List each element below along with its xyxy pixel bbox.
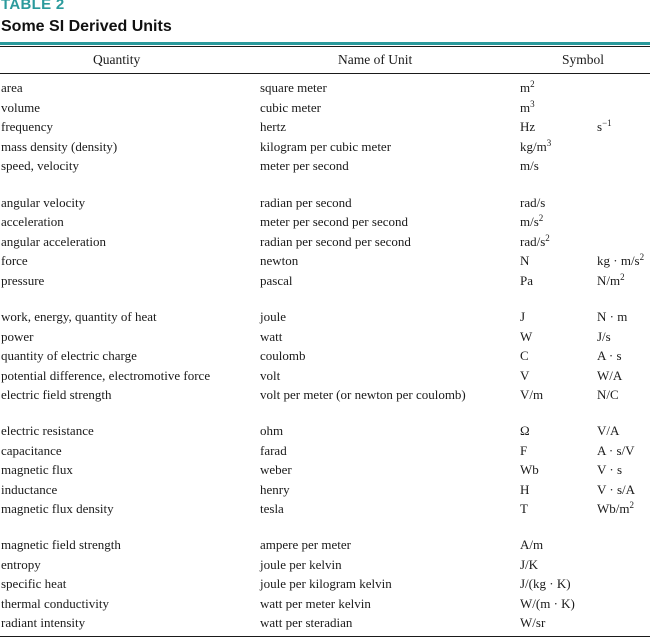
cell-symbol xyxy=(520,308,525,326)
table-bottom-rule xyxy=(0,636,650,637)
cell-symbol xyxy=(520,272,533,290)
table-title: Some SI Derived Units xyxy=(1,18,172,35)
cell-unit-name: farad xyxy=(260,443,287,458)
cell-quantity: magnetic flux density xyxy=(1,501,114,516)
cell-symbol xyxy=(520,422,530,440)
equivalent-text: V · s xyxy=(597,462,623,477)
table-row xyxy=(0,233,650,251)
symbol-text: J xyxy=(520,309,526,324)
cell-quantity: magnetic flux xyxy=(1,462,73,477)
equivalent-text: V · s/A xyxy=(597,482,636,497)
cell-unit-name: watt xyxy=(260,329,283,344)
cell-unit-name: radian per second xyxy=(260,195,352,210)
symbol-text: rad/s xyxy=(520,234,546,249)
cell-unit-name: volt per meter (or newton per coulomb) xyxy=(260,387,466,402)
symbol-text: A/m xyxy=(520,537,544,552)
cell-unit-name: kilogram per cubic meter xyxy=(260,139,392,154)
table-row xyxy=(0,556,650,574)
cell-unit-name: volt xyxy=(260,368,281,383)
cell-symbol xyxy=(520,233,550,251)
symbol-text: J/(kg · K) xyxy=(520,576,571,591)
cell-unit-name: hertz xyxy=(260,119,286,134)
equivalent-text: s xyxy=(597,119,603,134)
cell-equivalent xyxy=(597,461,622,479)
cell-equivalent xyxy=(597,422,619,440)
header-top-rule xyxy=(0,46,650,47)
cell-quantity: electric resistance xyxy=(1,423,94,438)
cell-equivalent xyxy=(597,272,625,290)
table-row xyxy=(0,595,650,613)
symbol-text: V xyxy=(520,368,530,383)
equivalent-text: Wb/m xyxy=(597,501,630,516)
cell-equivalent xyxy=(597,118,612,136)
cell-unit-name: watt per steradian xyxy=(260,615,353,630)
cell-unit-name: joule per kilogram kelvin xyxy=(260,576,392,591)
cell-symbol xyxy=(520,595,575,613)
symbol-text: m xyxy=(520,80,531,95)
equivalent-exponent: 2 xyxy=(620,272,625,282)
symbol-text: Wb xyxy=(520,462,539,477)
cell-unit-name: radian per second per second xyxy=(260,234,411,249)
cell-equivalent xyxy=(597,367,622,385)
cell-symbol xyxy=(520,157,539,175)
table-row xyxy=(0,614,650,632)
cell-quantity: capacitance xyxy=(1,443,62,458)
cell-equivalent xyxy=(597,500,634,518)
symbol-exponent: 2 xyxy=(545,233,550,243)
cell-unit-name: henry xyxy=(260,482,290,497)
cell-quantity: force xyxy=(1,253,28,268)
cell-unit-name: newton xyxy=(260,253,299,268)
header-symbol: Symbol xyxy=(562,52,605,67)
cell-unit-name: square meter xyxy=(260,80,327,95)
cell-equivalent xyxy=(597,481,635,499)
cell-symbol xyxy=(520,118,535,136)
symbol-text: m/s xyxy=(520,214,539,229)
cell-quantity: work, energy, quantity of heat xyxy=(1,309,157,324)
cell-symbol xyxy=(520,367,529,385)
equivalent-text: A · s xyxy=(597,348,622,363)
cell-equivalent xyxy=(597,252,644,270)
header-quantity: Quantity xyxy=(93,52,141,67)
cell-symbol xyxy=(520,500,528,518)
cell-unit-name: watt per meter kelvin xyxy=(260,596,371,611)
cell-quantity: inductance xyxy=(1,482,58,497)
cell-symbol xyxy=(520,536,543,554)
equivalent-text: W/A xyxy=(597,368,623,383)
symbol-text: Hz xyxy=(520,119,536,134)
equivalent-text: J/s xyxy=(597,329,611,344)
equivalent-text: kg · m/s xyxy=(597,253,640,268)
table-row xyxy=(0,328,650,346)
table-row xyxy=(0,461,650,479)
symbol-exponent: 3 xyxy=(546,138,552,148)
table-row xyxy=(0,422,650,440)
cell-unit-name: meter per second xyxy=(260,158,349,173)
cell-symbol xyxy=(520,442,527,460)
equivalent-exponent: −1 xyxy=(602,118,612,128)
cell-quantity: thermal conductivity xyxy=(1,596,109,611)
cell-equivalent xyxy=(597,386,619,404)
table-row xyxy=(0,481,650,499)
cell-quantity: speed, velocity xyxy=(1,158,79,173)
symbol-text: W/(m · K) xyxy=(520,596,575,611)
symbol-text: kg/m xyxy=(520,139,547,154)
title-rule xyxy=(0,42,650,45)
cell-unit-name: pascal xyxy=(260,273,293,288)
cell-symbol xyxy=(520,575,571,593)
table-row xyxy=(0,308,650,326)
cell-symbol xyxy=(520,99,535,117)
symbol-text: J/K xyxy=(520,557,539,572)
symbol-text: m xyxy=(520,100,531,115)
symbol-exponent: 3 xyxy=(530,99,535,109)
table-row xyxy=(0,99,650,117)
table-row xyxy=(0,442,650,460)
symbol-text: T xyxy=(520,501,528,516)
cell-quantity: potential difference, electromotive force xyxy=(1,368,211,383)
cell-quantity: power xyxy=(1,329,34,344)
table-row xyxy=(0,386,650,404)
header-bottom-rule xyxy=(0,73,650,74)
symbol-text: W/sr xyxy=(520,615,546,630)
cell-unit-name: joule xyxy=(260,309,286,324)
symbol-text: Pa xyxy=(520,273,533,288)
symbol-text: rad/s xyxy=(520,195,546,210)
cell-symbol xyxy=(520,614,545,632)
cell-equivalent xyxy=(597,442,635,460)
table-row xyxy=(0,367,650,385)
cell-quantity: entropy xyxy=(1,557,41,572)
symbol-text: Ω xyxy=(520,423,530,438)
cell-equivalent xyxy=(597,328,611,346)
symbol-exponent: 2 xyxy=(530,79,535,89)
table-row xyxy=(0,213,650,231)
cell-quantity: radiant intensity xyxy=(1,615,86,630)
cell-symbol xyxy=(520,252,529,270)
symbol-text: F xyxy=(520,443,528,458)
cell-unit-name: cubic meter xyxy=(260,100,321,115)
header-name-of-unit: Name of Unit xyxy=(338,52,413,67)
symbol-text: W xyxy=(520,329,533,344)
cell-symbol xyxy=(520,386,543,404)
table-row xyxy=(0,500,650,518)
equivalent-text: N/C xyxy=(597,387,619,402)
symbol-text: C xyxy=(520,348,529,363)
table-row xyxy=(0,575,650,593)
equivalent-exponent: 2 xyxy=(639,252,645,262)
cell-quantity: frequency xyxy=(1,119,53,134)
cell-quantity: mass density (density) xyxy=(1,139,118,154)
equivalent-text: V/A xyxy=(597,423,620,438)
cell-unit-name: ohm xyxy=(260,423,284,438)
symbol-exponent: 2 xyxy=(538,213,544,223)
cell-unit-name: tesla xyxy=(260,501,284,516)
cell-quantity: angular acceleration xyxy=(1,234,107,249)
table-row xyxy=(0,536,650,554)
cell-quantity: pressure xyxy=(1,273,45,288)
symbol-text: m/s xyxy=(520,158,539,173)
table-row xyxy=(0,194,650,212)
symbol-text: V/m xyxy=(520,387,544,402)
table-row xyxy=(0,118,650,136)
cell-symbol xyxy=(520,79,535,97)
cell-quantity: acceleration xyxy=(1,214,64,229)
cell-symbol xyxy=(520,347,529,365)
equivalent-exponent: 2 xyxy=(629,500,634,510)
cell-quantity: electric field strength xyxy=(1,387,112,402)
cell-symbol xyxy=(520,481,529,499)
symbol-text: H xyxy=(520,482,530,497)
table-row xyxy=(0,347,650,365)
symbol-text: N xyxy=(520,253,530,268)
equivalent-text: A · s/V xyxy=(597,443,635,458)
cell-symbol xyxy=(520,194,545,212)
cell-quantity: area xyxy=(1,80,23,95)
table-row xyxy=(0,252,650,270)
table-row xyxy=(0,272,650,290)
cell-quantity: specific heat xyxy=(1,576,67,591)
cell-unit-name: ampere per meter xyxy=(260,537,351,552)
cell-symbol xyxy=(520,556,538,574)
cell-symbol xyxy=(520,461,539,479)
cell-symbol xyxy=(520,213,543,231)
table-row xyxy=(0,157,650,175)
cell-quantity: angular velocity xyxy=(1,195,86,210)
table-label: TABLE 2 xyxy=(1,0,65,13)
cell-quantity: magnetic field strength xyxy=(1,537,121,552)
table-row xyxy=(0,79,650,97)
cell-unit-name: coulomb xyxy=(260,348,306,363)
cell-quantity: volume xyxy=(1,100,40,115)
cell-symbol xyxy=(520,328,532,346)
cell-quantity: quantity of electric charge xyxy=(1,348,137,363)
equivalent-text: N/m xyxy=(597,273,621,288)
cell-unit-name: meter per second per second xyxy=(260,214,408,229)
equivalent-text: N · m xyxy=(597,309,628,324)
cell-symbol xyxy=(520,138,551,156)
cell-unit-name: joule per kelvin xyxy=(260,557,342,572)
cell-equivalent xyxy=(597,308,627,326)
table-row xyxy=(0,138,650,156)
cell-equivalent xyxy=(597,347,622,365)
cell-unit-name: weber xyxy=(260,462,292,477)
